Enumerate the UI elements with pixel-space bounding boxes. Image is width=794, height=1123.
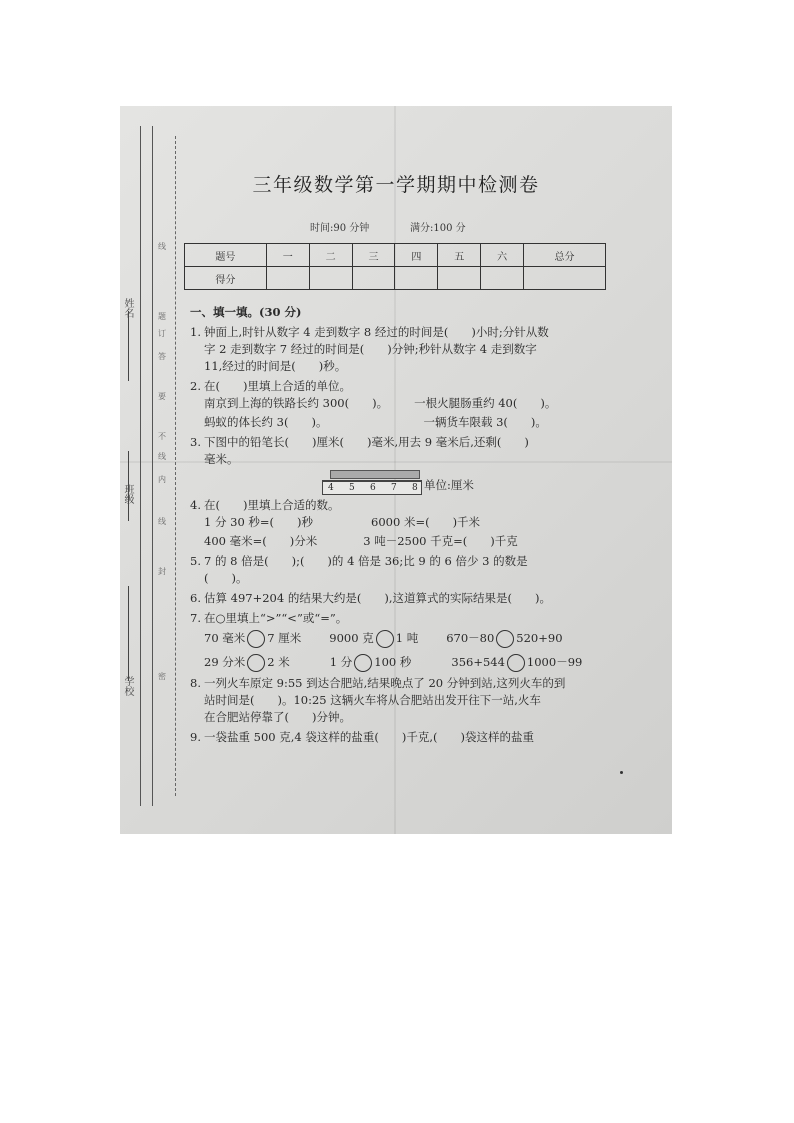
sub-question: 6000 米=( )千米 xyxy=(371,515,481,529)
margin-border xyxy=(140,126,141,806)
pencil xyxy=(330,470,420,479)
question-text: 在( )里填上合适的数。 xyxy=(204,498,340,512)
margin-border xyxy=(152,126,153,806)
question-text: 11,经过的时间是( )秒。 xyxy=(204,359,347,373)
question-number: 5. xyxy=(190,554,201,568)
question-number: 1. xyxy=(190,325,201,339)
answer-circle[interactable] xyxy=(247,654,265,672)
score-cell[interactable] xyxy=(524,267,606,290)
section-title: 一、填一填。(30 分) xyxy=(190,305,302,319)
margin-char: 线 xyxy=(158,242,166,251)
margin-char: 题 xyxy=(158,312,166,321)
question-2 xyxy=(190,378,620,431)
answer-circle[interactable] xyxy=(247,630,265,648)
score-cell[interactable] xyxy=(309,267,352,290)
table-cell: 题号 xyxy=(185,244,267,267)
table-cell: 四 xyxy=(395,244,438,267)
speck xyxy=(620,771,623,774)
score-cell[interactable] xyxy=(481,267,524,290)
ruler-tick: 6 xyxy=(370,483,376,493)
pencil-ruler-figure xyxy=(322,470,620,494)
question-text: 在合肥站停靠了( )分钟。 xyxy=(204,710,351,724)
question-number: 9. xyxy=(190,730,201,744)
question-text: 在( )里填上合适的单位。 xyxy=(204,379,351,393)
table-cell: 得分 xyxy=(185,267,267,290)
question-number: 7. xyxy=(190,611,201,625)
ruler-tick: 8 xyxy=(412,483,418,493)
question-text: 站时间是( )。10:25 这辆火车将从合肥站出发开往下一站,火车 xyxy=(204,693,541,707)
ruler-tick: 5 xyxy=(349,483,355,493)
score-table-header xyxy=(185,244,606,267)
score-cell[interactable] xyxy=(438,267,481,290)
table-cell: 二 xyxy=(309,244,352,267)
question-text: 7 的 8 倍是( );( )的 4 倍是 36;比 9 的 6 倍少 3 的数是 xyxy=(204,554,528,568)
margin-char: 要 xyxy=(158,392,166,401)
compare-item: 70 毫米 7 厘米 xyxy=(204,630,301,648)
sub-question: 南京到上海的铁路长约 300( )。 xyxy=(204,396,389,410)
question-7 xyxy=(190,610,620,672)
question-text: 估算 497+204 的结果大约是( ),这道算式的实际结果是( )。 xyxy=(204,591,551,605)
compare-item: 1 分 100 秒 xyxy=(330,654,412,672)
question-number: 4. xyxy=(190,498,201,512)
answer-circle[interactable] xyxy=(376,630,394,648)
section-fill-in xyxy=(190,304,620,749)
answer-circle[interactable] xyxy=(354,654,372,672)
ruler xyxy=(322,470,420,494)
answer-circle[interactable] xyxy=(496,630,514,648)
question-5 xyxy=(190,553,620,587)
answer-circle[interactable] xyxy=(507,654,525,672)
question-text: ( )。 xyxy=(204,571,248,585)
table-cell: 一 xyxy=(266,244,309,267)
margin-char: 线 xyxy=(158,517,166,526)
sub-question: 400 毫米=( )分米 xyxy=(204,534,318,548)
sub-question: 一根火腿肠重约 40( )。 xyxy=(414,396,557,410)
question-text: 毫米。 xyxy=(204,452,239,466)
margin-char: 订 xyxy=(158,329,166,338)
question-4 xyxy=(190,497,620,550)
question-text: 钟面上,时针从数字 4 走到数字 8 经过的时间是( )小时;分针从数 xyxy=(204,325,549,339)
table-cell: 总分 xyxy=(524,244,606,267)
margin-char: 不 xyxy=(158,432,166,441)
school-label: 学校 xyxy=(122,676,133,696)
question-6 xyxy=(190,590,620,607)
sub-question: 3 吨－2500 千克=( )千克 xyxy=(363,534,518,548)
margin-char: 线 xyxy=(158,452,166,461)
question-8 xyxy=(190,675,620,726)
margin-char: 内 xyxy=(158,475,166,484)
margin-char: 封 xyxy=(158,567,166,576)
margin-dashed-line xyxy=(175,136,176,796)
table-cell: 五 xyxy=(438,244,481,267)
question-number: 6. xyxy=(190,591,201,605)
compare-item: 670－80 520+90 xyxy=(446,630,562,648)
compare-item: 9000 克 1 吨 xyxy=(329,630,418,648)
exam-time: 时间:90 分钟 xyxy=(310,223,370,234)
question-9 xyxy=(190,729,620,746)
question-text: 下图中的铅笔长( )厘米( )毫米,用去 9 毫米后,还剩( ) xyxy=(204,435,529,449)
school-blank xyxy=(128,586,129,681)
exam-full-score: 满分:100 分 xyxy=(410,223,466,234)
score-table xyxy=(184,243,606,290)
question-text: 一列火车原定 9:55 到达合肥站,结果晚点了 20 分钟到站,这列火车的到 xyxy=(204,676,566,690)
sub-question: 蚂蚁的体长约 3( )。 xyxy=(204,415,328,429)
question-3 xyxy=(190,434,620,494)
ruler-tick: 4 xyxy=(328,483,334,493)
question-text: 字 2 走到数字 7 经过的时间是( )分钟;秒针从数字 4 走到数字 xyxy=(204,342,537,356)
margin-char: 密 xyxy=(158,672,166,681)
exam-title: 三年级数学第一学期期中检测卷 xyxy=(252,174,540,196)
question-number: 3. xyxy=(190,435,201,449)
score-table-row xyxy=(185,267,606,290)
sub-question: 1 分 30 秒=( )秒 xyxy=(204,515,314,529)
table-cell: 六 xyxy=(481,244,524,267)
ruler-tick: 7 xyxy=(391,483,397,493)
question-1 xyxy=(190,324,620,375)
table-cell: 三 xyxy=(352,244,395,267)
name-label: 姓名 xyxy=(122,298,133,318)
score-cell[interactable] xyxy=(352,267,395,290)
name-blank xyxy=(128,311,129,381)
exam-photo xyxy=(120,106,672,834)
question-text: 在○里填上“>”“<”或“=”。 xyxy=(204,611,348,625)
compare-item: 29 分米 2 米 xyxy=(204,654,290,672)
sub-question: 一辆货车限载 3( )。 xyxy=(423,415,547,429)
margin-char: 答 xyxy=(158,352,166,361)
class-label: 班级 xyxy=(122,484,133,504)
score-cell[interactable] xyxy=(395,267,438,290)
question-text: 一袋盐重 500 克,4 袋这样的盐重( )千克,( )袋这样的盐重 xyxy=(204,730,534,744)
score-cell[interactable] xyxy=(266,267,309,290)
compare-item: 356+544 1000－99 xyxy=(451,654,582,672)
ruler-unit: 单位:厘米 xyxy=(424,478,474,492)
question-number: 8. xyxy=(190,676,201,690)
question-number: 2. xyxy=(190,379,201,393)
